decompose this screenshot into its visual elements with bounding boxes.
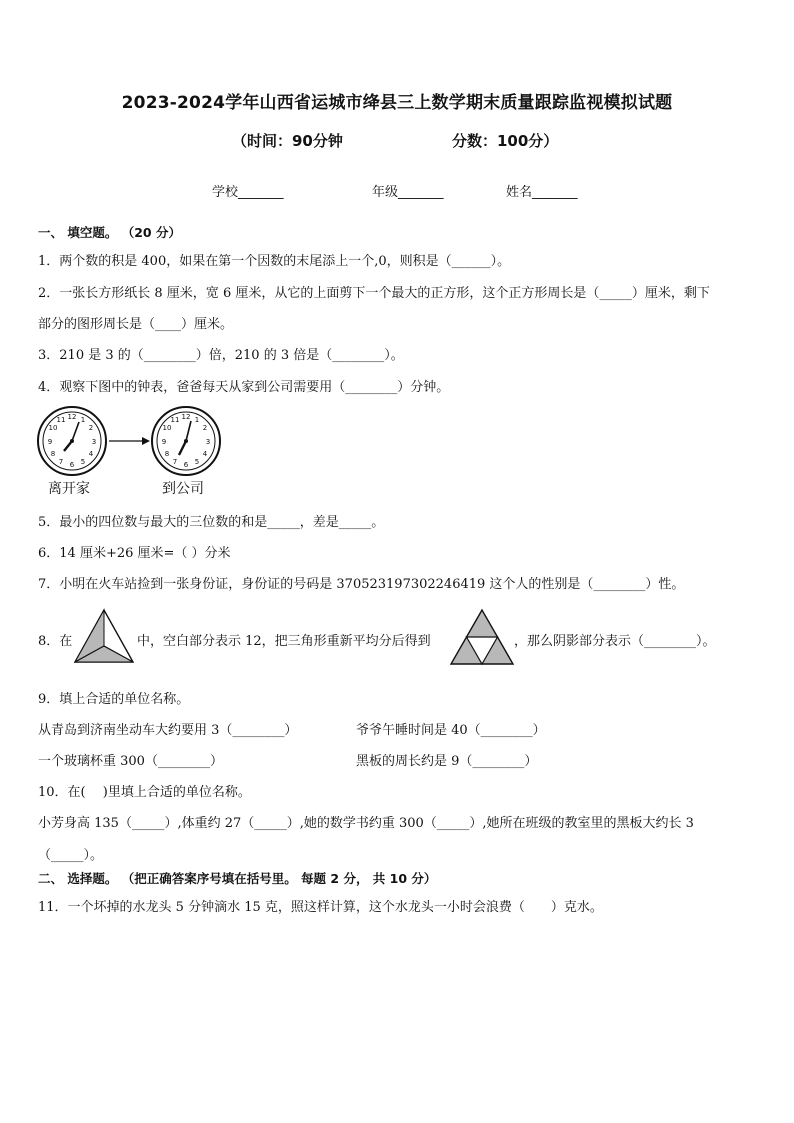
svg-text:11: 11 — [170, 416, 180, 424]
clock-figure — [36, 404, 232, 500]
exam-title: 2023-2024学年山西省运城市绛县三上数学期末质量跟踪监视模拟试题 — [121, 93, 673, 113]
question-2-line-2: 部分的图形周长是（____）厘米。 — [38, 317, 234, 332]
svg-text:11: 11 — [56, 416, 66, 424]
question-9-d: 黑板的周长约是 9（________） — [356, 754, 538, 769]
question-8-part-3: ，那么阴影部分表示（________）。 — [514, 634, 716, 649]
svg-text:6: 6 — [183, 461, 189, 469]
svg-text:7: 7 — [58, 458, 64, 466]
exam-score: 分数：100分） — [452, 132, 559, 150]
svg-text:9: 9 — [161, 438, 167, 446]
exam-time: （时间：90分钟 — [232, 132, 343, 150]
clock-label-arrive-office: 到公司 — [162, 481, 204, 497]
question-7: 7．小明在火车站捡到一张身份证，身份证的号码是 370523197302246419 这个人的性别是（________）性。 — [38, 577, 685, 592]
svg-text:5: 5 — [194, 458, 200, 466]
question-6: 6．14 厘米+26 厘米=（ ）分米 — [38, 546, 231, 561]
svg-text:6: 6 — [69, 461, 75, 469]
question-9-heading: 9．填上合适的单位名称。 — [38, 692, 190, 707]
clock-arrive-office-icon — [152, 407, 220, 475]
svg-text:9: 9 — [47, 438, 53, 446]
svg-text:1: 1 — [80, 416, 86, 424]
question-2-line-1: 2．一张长方形纸长 8 厘米，宽 6 厘米，从它的上面剪下一个最大的正方形，这个正方形周长是（_____）厘米，剩下 — [38, 286, 710, 301]
section-1-heading: 一、 填空题。 （20 分） — [38, 225, 181, 240]
svg-text:7: 7 — [172, 458, 178, 466]
svg-text:1: 1 — [194, 416, 200, 424]
svg-text:3: 3 — [91, 438, 97, 446]
triangle-quartered-icon — [449, 608, 515, 666]
question-9-c: 一个玻璃杯重 300（________） — [38, 754, 223, 769]
svg-text:8: 8 — [164, 450, 170, 458]
svg-text:2: 2 — [202, 424, 208, 432]
question-10-heading: 10．在( )里填上合适的单位名称。 — [38, 785, 251, 800]
question-9-b: 爷爷午睡时间是 40（________） — [356, 723, 546, 738]
question-9-a: 从青岛到济南坐动车大约要用 3（________） — [38, 723, 298, 738]
svg-text:10: 10 — [162, 424, 172, 432]
question-4: 4．观察下图中的钟表，爸爸每天从家到公司需要用（________）分钟。 — [38, 380, 450, 395]
svg-text:3: 3 — [205, 438, 211, 446]
svg-text:8: 8 — [50, 450, 56, 458]
question-11: 11．一个坏掉的水龙头 5 分钟滴水 15 克，照这样计算，这个水龙头一小时会浪费（ ）克水。 — [38, 900, 603, 915]
clock-label-leave-home: 离开家 — [48, 481, 90, 497]
question-8-part-1: 8．在 — [38, 634, 73, 649]
svg-text:12: 12 — [67, 413, 77, 421]
section-2-heading: 二、 选择题。 （把正确答案序号填在括号里。 每题 2 分， 共 10 分） — [38, 871, 437, 886]
clock-leave-home-icon — [38, 407, 106, 475]
question-10-line-2: （_____）。 — [38, 848, 104, 863]
svg-text:4: 4 — [202, 450, 208, 458]
svg-text:10: 10 — [48, 424, 58, 432]
school-field: 学校_______ — [212, 185, 284, 200]
svg-text:5: 5 — [80, 458, 86, 466]
question-1: 1．两个数的积是 400，如果在第一个因数的末尾添上一个,0，则积是（______）。 — [38, 254, 511, 269]
question-5: 5．最小的四位数与最大的三位数的和是_____，差是_____。 — [38, 515, 385, 530]
question-3: 3．210 是 3 的（________）倍，210 的 3 倍是（________）。 — [38, 348, 404, 363]
grade-field: 年级_______ — [372, 185, 444, 200]
question-10-line-1: 小芳身高 135（_____）,体重约 27（_____）,她的数学书约重 300（_____）,她所在班级的教室里的黑板大约长 3 — [38, 816, 694, 831]
svg-text:2: 2 — [88, 424, 94, 432]
question-8-part-2: 中，空白部分表示 12，把三角形重新平均分后得到 — [137, 634, 431, 649]
triangle-partitioned-icon — [73, 608, 135, 664]
svg-text:12: 12 — [181, 413, 191, 421]
svg-text:4: 4 — [88, 450, 94, 458]
name-field: 姓名_______ — [506, 185, 578, 200]
